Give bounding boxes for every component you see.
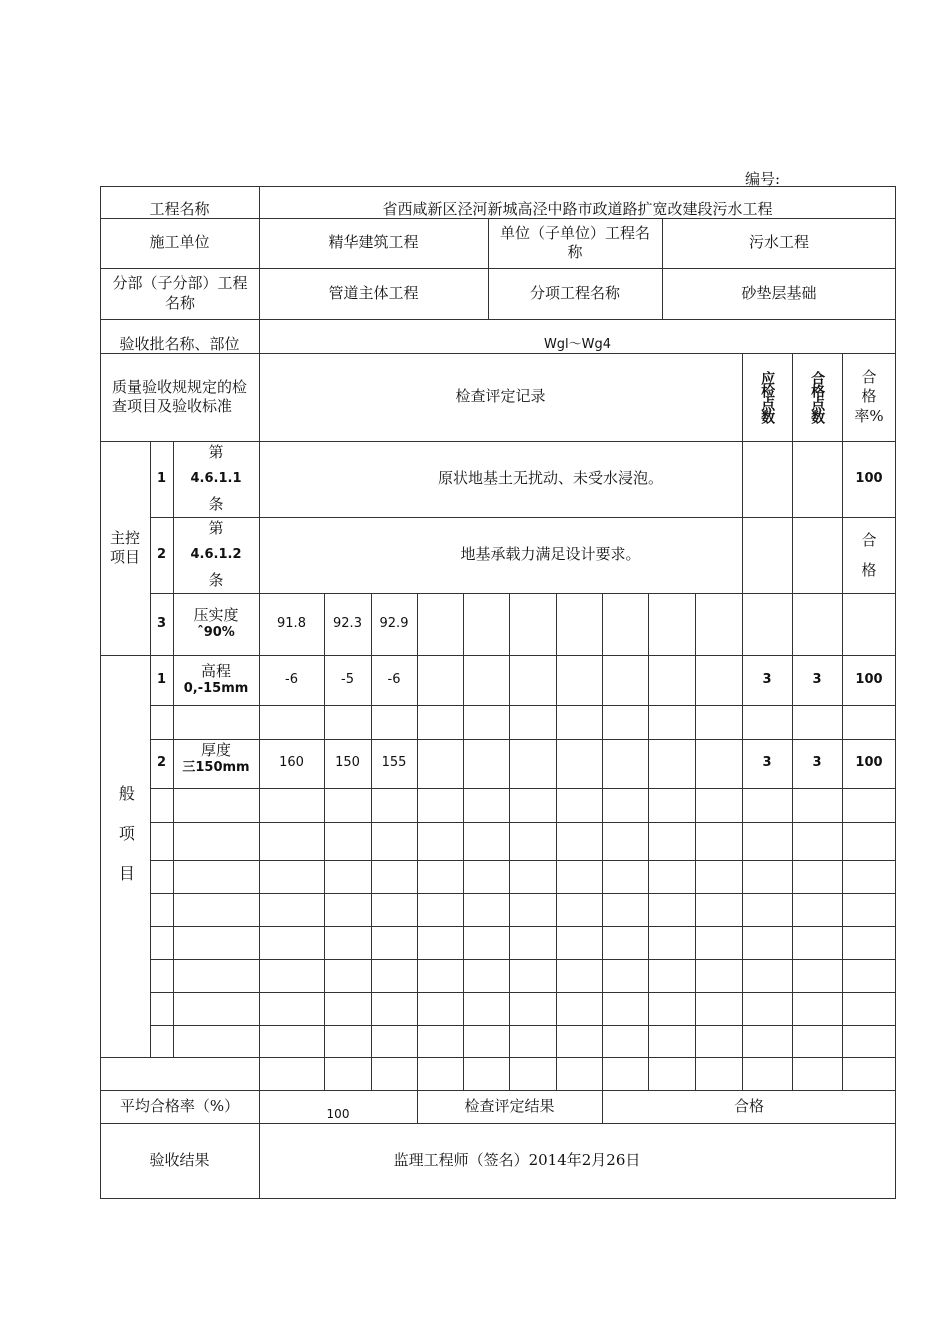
general-item-2-should: 3 [762,755,772,771]
general-item-1-value-1: -6 [285,671,298,687]
general-item-1-should: 3 [762,671,772,687]
item-name: 高程 [200,661,231,680]
main-item-3-value-1: 91.8 [277,615,306,631]
main-item-2-no: 2 [156,546,167,562]
clause-suffix: 条 [208,571,224,590]
division-value: 管道主体工程 [328,283,419,302]
division-label: 分部（子分部）工程名称 [112,274,248,312]
general-item-2-no: 2 [156,755,167,771]
avg-rate-value: 100 [326,1107,350,1122]
inspection-record-table [100,186,896,1199]
general-item-2-value-1: 160 [279,755,304,771]
main-item-2-record: 地基承载力满足设计要求。 [460,545,641,564]
should-check-header: 应检点数 [759,371,776,423]
general-item-1-pass: 3 [812,671,822,687]
avg-rate-label: 平均合格率（%） [119,1096,240,1115]
item-name: 厚度 [200,741,231,759]
acceptance-label: 验收结果 [149,1151,210,1170]
general-items-label [100,655,150,1057]
clause-number: 4.6.1.1 [190,470,242,486]
eval-result-label: 检查评定结果 [464,1096,555,1115]
general-item-2-standard [173,739,259,788]
main-item-3-no: 3 [156,615,167,631]
general-item-2-value-2: 150 [335,755,360,771]
general-item-1-standard [173,655,259,705]
item-tolerance: 0,-15mm [183,681,249,697]
clause-prefix: 第 [208,519,224,537]
construction-unit-label: 施工单位 [149,233,210,252]
main-item-1-record: 原状地基土无扰动、未受水浸泡。 [437,469,663,488]
subitem-label: 分项工程名称 [529,283,620,302]
clause-number: 4.6.1.2 [190,546,242,562]
main-item-1-rate: 100 [855,470,883,486]
main-item-2-clause [173,517,259,593]
unit-project-value: 污水工程 [748,233,809,252]
item-tolerance: 三150mm [182,759,250,775]
batch-label: 验收批名称、部位 [119,335,240,354]
construction-unit-value: 精华建筑工程 [328,233,419,252]
main-item-3-standard [173,593,259,655]
serial-number-label: 编号: [745,170,781,188]
main-item-2-rate: 合格 [861,531,877,579]
project-name-value: 省西咸新区泾河新城高泾中路市政道路扩宽改建段污水工程 [382,200,773,219]
general-label-text: 般项目 [116,785,136,905]
item-tolerance: ˆ90% [197,625,235,641]
batch-value: Wgl〜Wg4 [543,336,612,352]
general-item-1-no: 1 [156,671,167,687]
record-header: 检查评定记录 [455,387,546,406]
item-name: 压实度 [193,605,239,624]
general-item-2-pass: 3 [812,755,822,771]
main-control-label: 主控项目 [109,528,140,566]
pass-count-header: 合格点数 [809,371,826,423]
project-name-label: 工程名称 [149,200,210,219]
standard-header: 质量验收规规定的检查项目及验收标准 [112,377,248,415]
general-item-1-value-2: -5 [341,671,354,687]
main-item-3-value-2: 92.3 [333,615,362,631]
acceptance-signature: 监理工程师（签名）2014年2月26日 [393,1151,641,1170]
general-item-2-rate: 100 [855,755,883,771]
subitem-value: 砂垫层基础 [741,283,817,302]
main-item-1-no: 1 [156,470,167,486]
main-item-3-value-3: 92.9 [379,615,409,631]
general-item-2-value-3: 155 [381,755,407,771]
eval-result-value: 合格 [733,1096,764,1115]
clause-prefix: 第 [208,443,224,461]
general-item-1-value-3: -6 [387,671,401,687]
pass-rate-header: 合格率% [854,367,884,425]
clause-suffix: 条 [208,495,224,514]
unit-project-label: 单位（子单位）工程名称 [499,223,650,261]
general-item-1-rate: 100 [855,671,883,687]
main-item-1-clause [173,441,259,517]
